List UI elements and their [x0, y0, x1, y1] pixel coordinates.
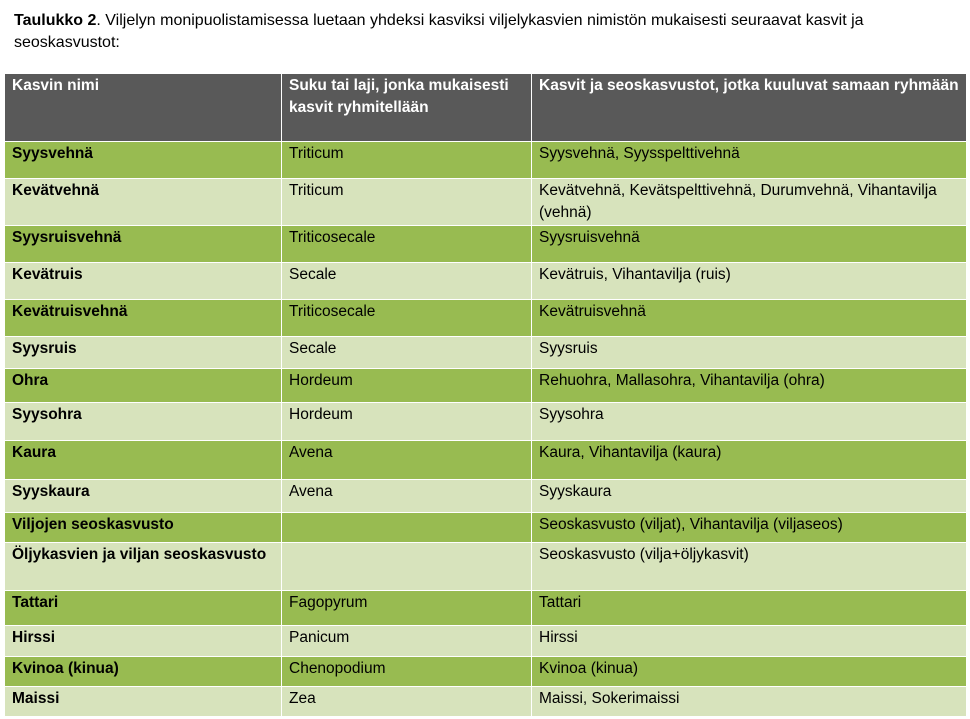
cell-genus: Hordeum	[282, 403, 532, 441]
cell-genus	[282, 513, 532, 543]
cell-group: Maissi, Sokerimaissi	[532, 687, 967, 717]
cell-group: Syyskaura	[532, 480, 967, 513]
cell-group: Kaura, Vihantavilja (kaura)	[532, 441, 967, 480]
table-row	[5, 337, 967, 369]
cell-group: Hirssi	[532, 626, 967, 657]
table-row	[5, 263, 967, 300]
table-row	[5, 179, 967, 226]
cell-crop-name: Viljojen seoskasvusto	[5, 513, 282, 543]
table-header-row	[5, 74, 967, 142]
caption-label: Taulukko 2	[14, 12, 97, 29]
cell-group: Syysvehnä, Syysspelttivehnä	[532, 142, 967, 179]
cell-group: Seoskasvusto (vilja+öljykasvit)	[532, 543, 967, 591]
crop-grouping-table	[4, 73, 967, 717]
cell-crop-name: Ohra	[5, 369, 282, 403]
caption-text: . Viljelyn monipuolistamisessa luetaan yhdeksi kasviksi viljelykasvien nimistön mukaisesti seuraavat kasvit ja seoskasvustot:	[14, 12, 864, 51]
table-caption	[14, 10, 954, 54]
cell-genus: Secale	[282, 263, 532, 300]
cell-crop-name: Tattari	[5, 591, 282, 626]
table-row	[5, 369, 967, 403]
cell-genus: Triticum	[282, 142, 532, 179]
cell-group: Kevätvehnä, Kevätspelttivehnä, Durumvehnä, Vihantavilja (vehnä)	[532, 179, 967, 226]
cell-crop-name: Kevätruis	[5, 263, 282, 300]
table-row	[5, 226, 967, 263]
cell-group: Rehuohra, Mallasohra, Vihantavilja (ohra)	[532, 369, 967, 403]
cell-crop-name: Kevätvehnä	[5, 179, 282, 226]
header-crop-name: Kasvin nimi	[5, 74, 282, 142]
cell-genus	[282, 543, 532, 591]
table-row	[5, 543, 967, 591]
cell-crop-name: Kevätruisvehnä	[5, 300, 282, 337]
cell-crop-name: Syysvehnä	[5, 142, 282, 179]
cell-group: Kevätruisvehnä	[532, 300, 967, 337]
table-row	[5, 300, 967, 337]
table-row	[5, 591, 967, 626]
table-row	[5, 513, 967, 543]
cell-group: Kvinoa (kinua)	[532, 657, 967, 687]
table-body	[5, 142, 967, 717]
cell-group: Seoskasvusto (viljat), Vihantavilja (viljaseos)	[532, 513, 967, 543]
table-row	[5, 441, 967, 480]
cell-crop-name: Syysruisvehnä	[5, 226, 282, 263]
cell-genus: Secale	[282, 337, 532, 369]
table-row	[5, 687, 967, 717]
cell-group: Syysruisvehnä	[532, 226, 967, 263]
cell-genus: Triticosecale	[282, 226, 532, 263]
table-row	[5, 480, 967, 513]
header-group: Kasvit ja seoskasvustot, jotka kuuluvat samaan ryhmään	[532, 74, 967, 142]
cell-group: Syysohra	[532, 403, 967, 441]
table-row	[5, 657, 967, 687]
table-row	[5, 142, 967, 179]
table-row	[5, 626, 967, 657]
cell-genus: Hordeum	[282, 369, 532, 403]
cell-crop-name: Hirssi	[5, 626, 282, 657]
cell-genus: Triticum	[282, 179, 532, 226]
cell-genus: Zea	[282, 687, 532, 717]
header-genus: Suku tai laji, jonka mukaisesti kasvit ryhmitellään	[282, 74, 532, 142]
cell-crop-name: Kaura	[5, 441, 282, 480]
cell-crop-name: Syysruis	[5, 337, 282, 369]
cell-genus: Avena	[282, 441, 532, 480]
cell-genus: Panicum	[282, 626, 532, 657]
cell-genus: Chenopodium	[282, 657, 532, 687]
cell-crop-name: Maissi	[5, 687, 282, 717]
cell-crop-name: Syysohra	[5, 403, 282, 441]
cell-genus: Fagopyrum	[282, 591, 532, 626]
cell-group: Tattari	[532, 591, 967, 626]
cell-crop-name: Kvinoa (kinua)	[5, 657, 282, 687]
cell-crop-name: Syyskaura	[5, 480, 282, 513]
cell-crop-name: Öljykasvien ja viljan seoskasvusto	[5, 543, 282, 591]
cell-group: Kevätruis, Vihantavilja (ruis)	[532, 263, 967, 300]
cell-genus: Avena	[282, 480, 532, 513]
table-row	[5, 403, 967, 441]
cell-genus: Triticosecale	[282, 300, 532, 337]
cell-group: Syysruis	[532, 337, 967, 369]
